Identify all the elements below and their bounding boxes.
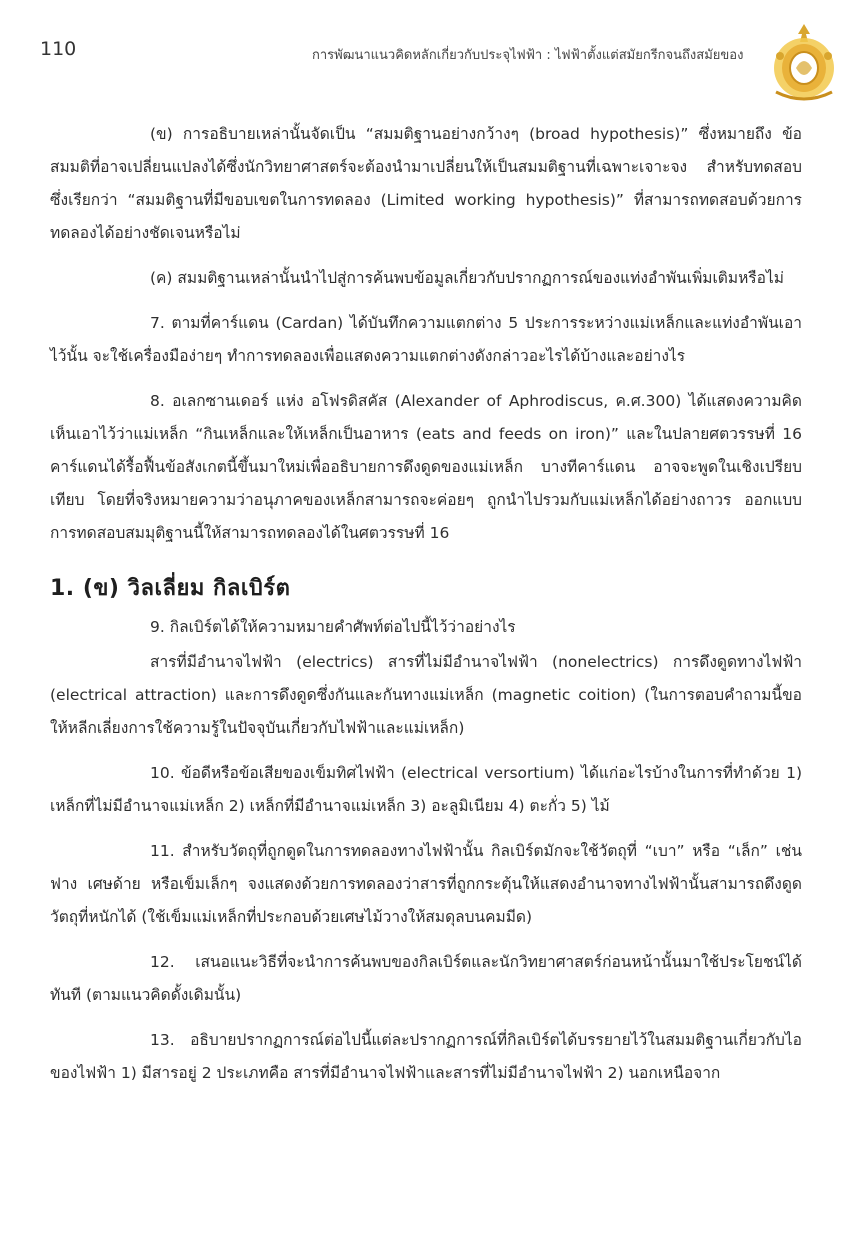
royal-emblem-icon bbox=[766, 22, 842, 102]
section-heading: 1. (ข) วิลเลี่ยม กิลเบิร์ต bbox=[50, 576, 291, 601]
paragraph-c: (ค) สมมติฐานเหล่านั้นนำไปสู่การค้นพบข้อมูลเกี่ยวกับปรากฏการณ์ของแท่งอำพันเพิ่มเติมหรือไม่ bbox=[150, 269, 784, 287]
question-9: 9. กิลเบิร์ตได้ให้ความหมายคำศัพท์ต่อไปนี้ไว้ว่าอย่างไร bbox=[150, 618, 516, 636]
question-12: 12. เสนอแนะวิธีที่จะนำการค้นพบของกิลเบิร์ตและนักวิทยาศาสตร์ก่อนหน้านั้นมาใช้ประโยชน์ได้ทันที (ตามแนวคิดดั้งเดิมนั้น) bbox=[50, 953, 802, 1004]
question-7: 7. ตามที่คาร์แดน (Cardan) ได้บันทึกความแตกต่าง 5 ประการระหว่างแม่เหล็กและแท่งอำพันเอาไว้นั้น จะใช้เครื่องมือง่ายๆ ทำการทดลองเพื่อแสดงความแตกต่างดังกล่าวอะไรได้บ้างและอย่างไร bbox=[50, 314, 802, 365]
running-header: การพัฒนาแนวคิดหลักเกี่ยวกับประจุไฟฟ้า : ไฟฟ้าตั้งแต่สมัยกรีกจนถึงสมัยของ bbox=[312, 48, 744, 63]
question-9-body: สารที่มีอำนาจไฟฟ้า (electrics) สารที่ไม่มีอำนาจไฟฟ้า (nonelectrics) การดึงดูดทางไฟฟ้า (electrical attraction) และการดึงดูดซึ่งกันและกันทางแม่เหล็ก (magnetic coition) (ในการตอบคำถามนี้ขอให้หลีกเลี่ยงการใช้ความรู้ในปัจจุบันเกี่ยวกับไฟฟ้าและแม่เหล็ก) bbox=[50, 653, 802, 737]
question-11: 11. สำหรับวัตถุที่ถูกดูดในการทดลองทางไฟฟ้านั้น กิลเบิร์ตมักจะใช้วัตถุที่ “เบา” หรือ “เล็ก” เช่น ฟาง เศษด้าย หรือเข็มเล็กๆ จงแสดงด้วยการทดลองว่าสารที่ถูกกระตุ้นให้แสดงอำนาจทางไฟฟ้านั้นสามารถดึงดูดวัตถุที่หนักได้ (ใช้เข็มแม่เหล็กที่ประกอบด้วยเศษไม้วางให้สมดุลบนคมมีด) bbox=[50, 842, 802, 926]
paragraph-b: (ข) การอธิบายเหล่านั้นจัดเป็น “สมมติฐานอย่างกว้างๆ (broad hypothesis)” ซึ่งหมายถึง ข้อสมมติที่อาจเปลี่ยนแปลงได้ซึ่งนักวิทยาศาสตร์จะต้องนำมาเปลี่ยนให้เป็นสมมติฐานที่เฉพาะเจาะจง สำหรับทดสอบ ซึ่งเรียกว่า “สมมติฐานที่มีขอบเขตในการทดลอง (Limited working hypothesis)” ที่สามารถทดสอบด้วยการทดลองได้อย่างชัดเจนหรือไม่ bbox=[50, 125, 802, 242]
page-number: 110 bbox=[40, 38, 77, 60]
question-10: 10. ข้อดีหรือข้อเสียของเข็มทิศไฟฟ้า (electrical versortium) ได้แก่อะไรบ้างในการที่ทำด้วย 1) เหล็กที่ไม่มีอำนาจแม่เหล็ก 2) เหล็กที่มีอำนาจแม่เหล็ก 3) อะลูมิเนียม 4) ตะกั่ว 5) ไม้ bbox=[50, 764, 802, 815]
question-8: 8. อเลกซานเดอร์ แห่ง อโฟรดิสคัส (Alexander of Aphrodiscus, ค.ศ.300) ได้แสดงความคิดเห็นเอาไว้ว่าแม่เหล็ก “กินเหล็กและให้เหล็กเป็นอาหาร (eats and feeds on iron)” และในปลายศตวรรษที่ 16 คาร์แดนได้รื้อฟื้นข้อสังเกตนี้ขึ้นมาใหม่เพื่ออธิบายการดึงดูดของแม่เหล็ก บางทีคาร์แดน อาจจะพูดในเชิงเปรียบเทียบ โดยที่จริงหมายความว่าอนุภาคของเหล็กสามารถจะค่อยๆ ถูกนำไปรวมกับแม่เหล็กได้อย่างถาวร ออกแบบการทดสอบสมมุติฐานนี้ให้สามารถทดลองได้ในศตวรรษที่ 16 bbox=[50, 392, 802, 542]
body-text bbox=[50, 118, 802, 1102]
question-13: 13. อธิบายปรากฏการณ์ต่อไปนี้แต่ละปรากฏการณ์ที่กิลเบิร์ตได้บรรยายไว้ในสมมติฐานเกี่ยวกับไอของไฟฟ้า 1) มีสารอยู่ 2 ประเภทคือ สารที่มีอำนาจไฟฟ้าและสารที่ไม่มีอำนาจไฟฟ้า 2) นอกเหนือจาก bbox=[50, 1031, 802, 1082]
